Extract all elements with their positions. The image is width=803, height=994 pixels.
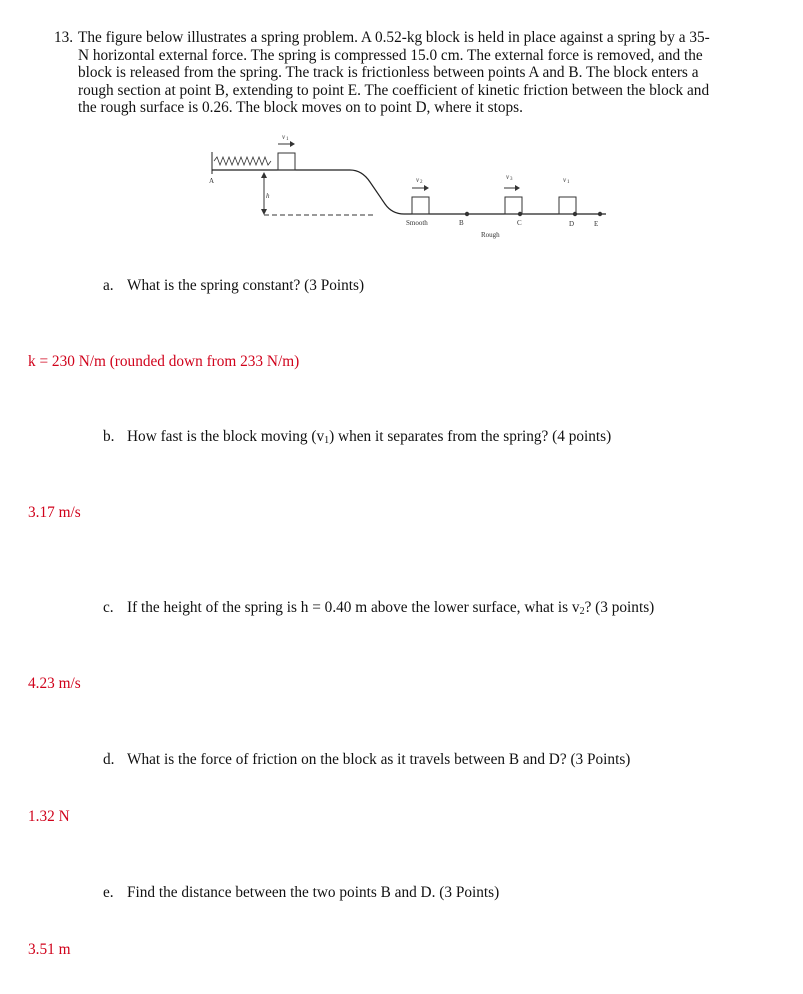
question-c — [103, 599, 654, 617]
spring-track-figure — [200, 130, 610, 245]
marker-E — [598, 212, 602, 216]
question-subscript: 2 — [579, 606, 585, 617]
label-smooth: Smooth — [406, 219, 428, 227]
question-text: How fast is the block moving (v — [127, 428, 325, 445]
question-text: What is the spring constant? (3 Points) — [127, 277, 365, 294]
question-subscript: 1 — [324, 435, 330, 446]
label-A: A — [209, 177, 215, 185]
label-C: C — [517, 219, 522, 227]
v1-arrow-start-head — [290, 141, 295, 147]
spring-icon — [214, 157, 271, 165]
problem-line: The figure below illustrates a spring problem. A 0.52-kg block is held in place against a spring by a 35- — [78, 29, 710, 46]
answer-d: 1.32 N — [28, 808, 70, 825]
v1-sub-start: 1 — [286, 137, 289, 142]
question-b — [103, 428, 611, 446]
question-letter: b. — [103, 428, 115, 445]
label-h: h — [266, 192, 270, 200]
question-a — [103, 277, 364, 295]
track-upper-curve — [212, 170, 445, 214]
v3-sub: 3 — [510, 177, 513, 182]
label-B: B — [459, 219, 464, 227]
v2-sub: 2 — [420, 180, 423, 185]
label-rough: Rough — [481, 231, 500, 239]
question-e — [103, 884, 499, 902]
answer-e: 3.51 m — [28, 941, 71, 958]
height-arrow-bottom — [261, 209, 267, 215]
problem-line: N horizontal external force. The spring is compressed 15.0 cm. The external force is removed, and the — [78, 46, 703, 64]
question-letter: c. — [103, 599, 114, 616]
problem-statement — [54, 29, 774, 117]
height-arrow-top — [261, 172, 267, 178]
question-text: Find the distance between the two points B and D. (3 Points) — [127, 884, 500, 901]
answer-c: 4.23 m/s — [28, 675, 81, 692]
label-E: E — [594, 220, 599, 228]
block-end — [559, 197, 576, 214]
v3-label: v — [506, 173, 510, 181]
question-letter: a. — [103, 277, 114, 294]
v1-label-end: v — [563, 176, 567, 184]
v2-label: v — [416, 176, 420, 184]
problem-line: rough section at point B, extending to point E. The coefficient of kinetic friction between the block and — [78, 81, 710, 99]
marker-B — [465, 212, 469, 216]
spring-track-diagram — [200, 130, 610, 245]
block-v2 — [412, 197, 429, 214]
problem-line: block is released from the spring. The track is frictionless between points A and B. The block enters a — [78, 64, 699, 81]
block-start — [278, 153, 295, 170]
question-letter: e. — [103, 884, 114, 901]
question-d — [103, 751, 630, 769]
v3-arrow-head — [515, 185, 520, 191]
question-text: What is the force of friction on the block as it travels between B and D? (3 Points) — [127, 751, 631, 768]
answer-b: 3.17 m/s — [28, 504, 81, 521]
question-text: If the height of the spring is h = 0.40 m above the lower surface, what is v — [127, 599, 580, 616]
v2-arrow-head — [424, 185, 429, 191]
question-text-end: ) when it separates from the spring? (4 points) — [329, 428, 612, 445]
problem-line: the rough surface is 0.26. The block moves on to point D, where it stops. — [78, 99, 523, 116]
question-letter: d. — [103, 751, 115, 768]
answer-a: k = 230 N/m (rounded down from 233 N/m) — [28, 353, 300, 370]
question-text-end: ? (3 points) — [584, 599, 655, 616]
v1-sub-end: 1 — [567, 180, 570, 185]
block-v3 — [505, 197, 522, 214]
label-D: D — [569, 220, 575, 228]
problem-number: 13. — [54, 29, 74, 46]
v1-label-start: v — [282, 133, 286, 141]
